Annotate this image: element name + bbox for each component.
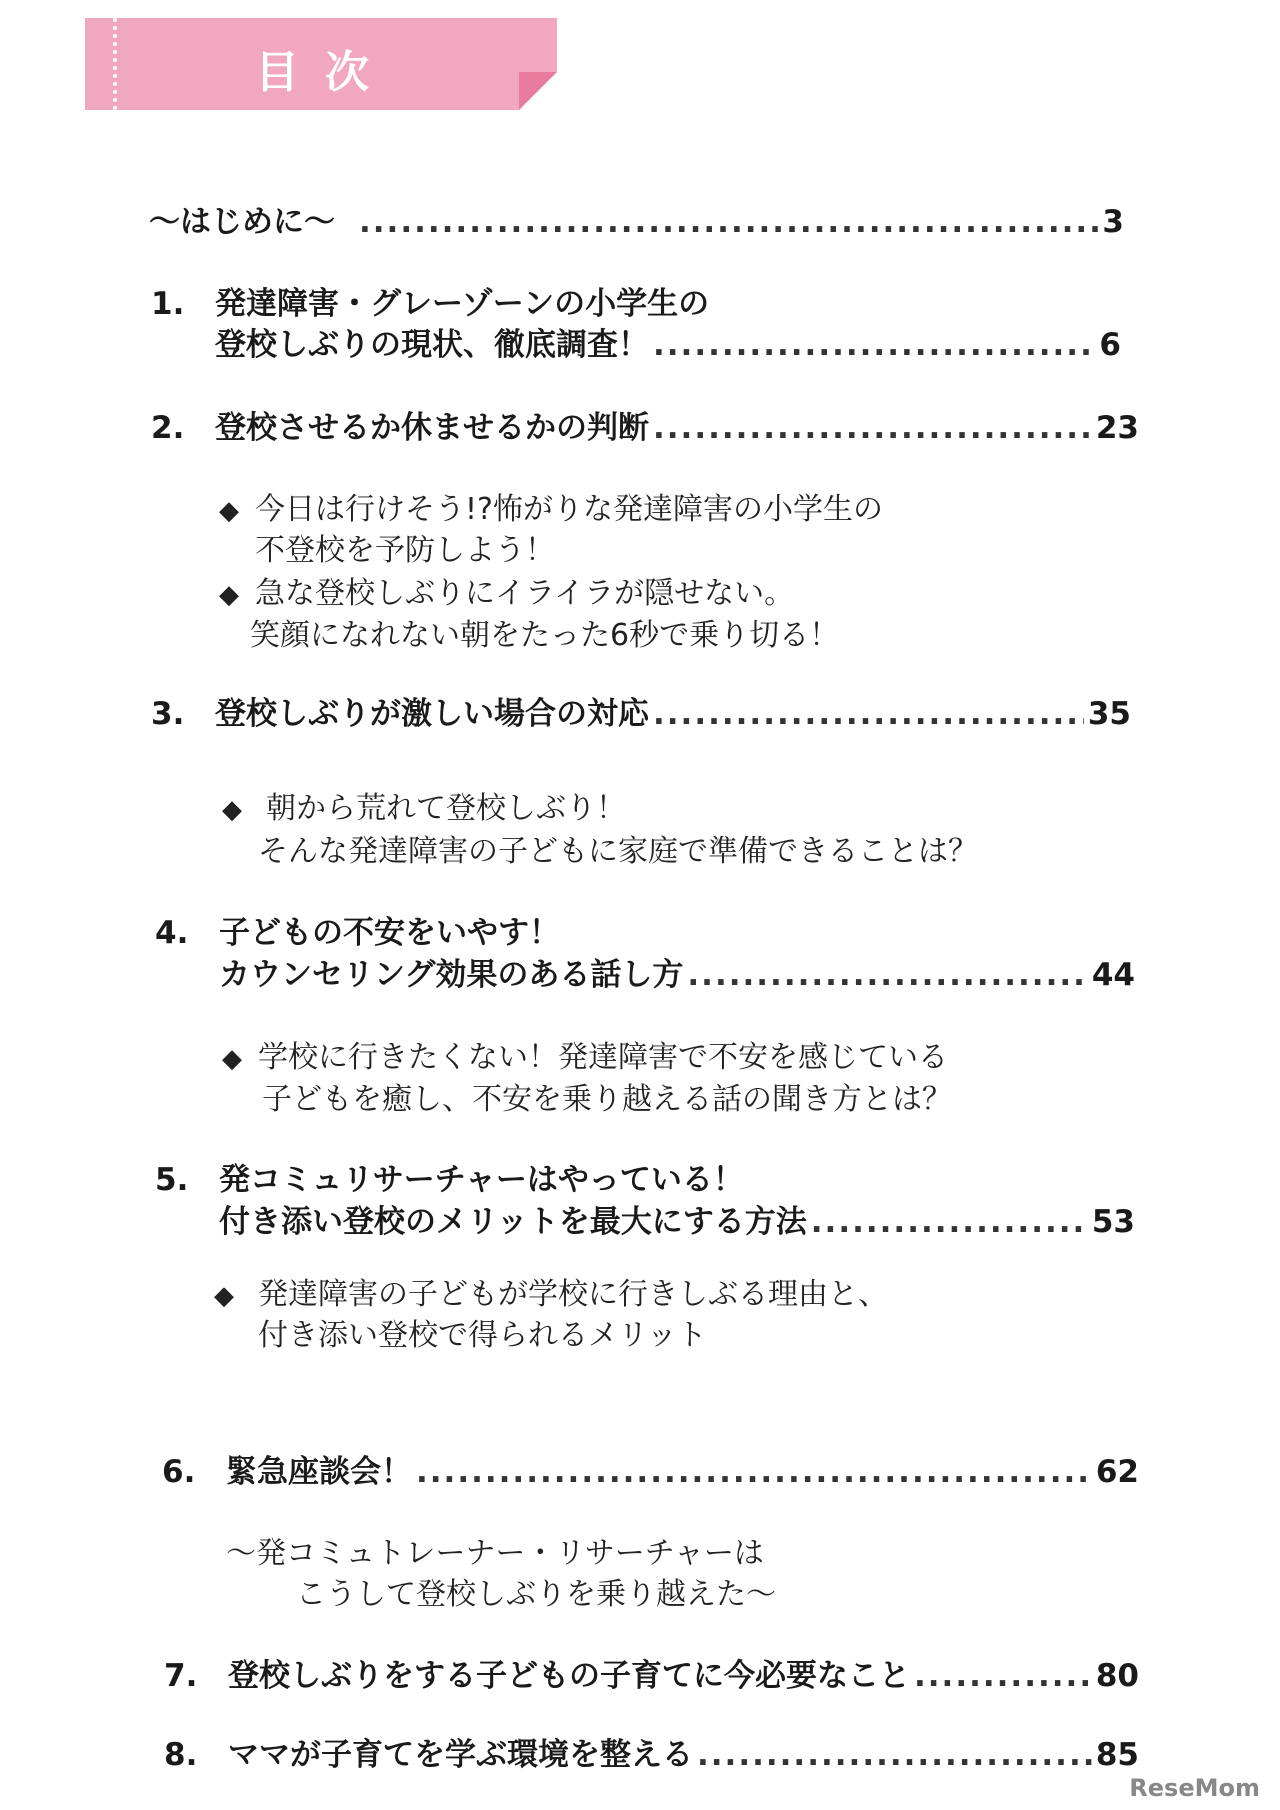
resemom-logo: ReseMom — [1129, 1774, 1260, 1802]
entry-title: 〜はじめに〜 — [149, 204, 335, 240]
entry-title: 発達障害・グレーゾーンの小学生の — [215, 286, 710, 322]
diamond-bullet-icon: ◆ — [219, 580, 239, 610]
page-number: 80 — [1095, 1658, 1139, 1694]
leader-dots — [914, 1658, 1092, 1694]
diamond-bullet-icon: ◆ — [214, 1281, 234, 1311]
toc-entry-4[interactable] — [155, 949, 1135, 994]
sub-text: 今日は行けそう!?怖がりな発達障害の小学生の — [255, 492, 883, 527]
leader-dots — [416, 1454, 1092, 1490]
folded-corner — [519, 72, 557, 110]
toc-entry-5[interactable] — [155, 1196, 1135, 1241]
entry-number: 5. — [155, 1162, 189, 1198]
entry-number: 6. — [162, 1454, 196, 1490]
toc-entry-intro[interactable] — [149, 196, 1124, 241]
sub-item-cont: 不登校を予防しよう！ — [255, 533, 555, 568]
page-number: 3 — [1102, 204, 1124, 240]
sub-item-cont: 付き添い登校で得られるメリット — [258, 1318, 707, 1353]
page-number: 23 — [1095, 410, 1139, 446]
page-number: 62 — [1095, 1454, 1139, 1490]
entry-number: 2. — [151, 410, 185, 446]
diamond-bullet-icon: ◆ — [219, 496, 239, 526]
sub-note-cont: こうして登校しぶりを乗り越えた〜 — [296, 1577, 776, 1612]
page-number: 35 — [1087, 696, 1131, 732]
toc-entry-2[interactable] — [151, 402, 1139, 447]
entry-title: 登校させるか休ませるかの判断 — [215, 410, 649, 446]
sub-item-cont: 笑顔になれない朝をたった6秒で乗り切る！ — [250, 618, 840, 653]
toc-entry-1[interactable] — [151, 319, 1121, 364]
leader-dots — [687, 957, 1087, 993]
toc-entry-7[interactable] — [164, 1650, 1139, 1695]
leader-dots — [359, 204, 1098, 240]
sub-text: 朝から荒れて登校しぶり！ — [266, 791, 626, 826]
entry-title: 登校しぶりが激しい場合の対応 — [215, 696, 649, 732]
leader-dots — [653, 327, 1095, 363]
page-number: 53 — [1091, 1204, 1135, 1240]
sub-item-cont: 子どもを癒し、不安を乗り越える話の聞き方とは？ — [262, 1082, 952, 1117]
entry-number: 1. — [151, 286, 185, 322]
diamond-bullet-icon: ◆ — [222, 1044, 242, 1074]
toc-entry-6[interactable] — [162, 1446, 1139, 1491]
sub-item — [219, 484, 883, 528]
entry-number: 7. — [164, 1658, 198, 1694]
entry-title: 付き添い登校のメリットを最大にする方法 — [219, 1204, 807, 1240]
toc-entry-4-line1[interactable] — [155, 907, 560, 952]
sub-text: 急な登校しぶりにイライラが隠せない。 — [255, 576, 795, 611]
sub-item — [219, 568, 794, 612]
leader-dots — [811, 1204, 1088, 1240]
toc-entry-8[interactable] — [164, 1729, 1139, 1774]
sub-item — [214, 1269, 888, 1313]
toc-entry-1-line1[interactable] — [151, 278, 709, 323]
entry-title: 登校しぶりをする子どもの子育てに今必要なこと — [228, 1658, 910, 1694]
entry-title: 緊急座談会！ — [226, 1454, 412, 1490]
page-number: 44 — [1091, 957, 1135, 993]
toc-entry-3[interactable] — [151, 688, 1131, 733]
leader-dots — [697, 1737, 1092, 1773]
page-title: 目次 — [255, 47, 395, 98]
toc-banner — [85, 18, 557, 110]
toc-entry-5-line1[interactable] — [155, 1154, 744, 1199]
sub-item-cont: そんな発達障害の子どもに家庭で準備できることは？ — [258, 834, 978, 869]
sub-item — [222, 783, 626, 827]
sub-item — [222, 1032, 948, 1076]
entry-number: 8. — [164, 1737, 198, 1773]
sub-note: 〜発コミュトレーナー・リサーチャーは — [226, 1536, 764, 1571]
entry-title: 発コミュリサーチャーはやっている！ — [219, 1162, 744, 1198]
leader-dots — [653, 696, 1084, 732]
entry-title: 子どもの不安をいやす！ — [219, 915, 560, 951]
dotted-line — [113, 18, 117, 110]
leader-dots — [653, 410, 1092, 446]
sub-text: 学校に行きたくない！発達障害で不安を感じている — [258, 1040, 948, 1075]
entry-title: 登校しぶりの現状、徹底調査！ — [215, 327, 649, 363]
entry-number: 4. — [155, 915, 189, 951]
page-number: 6 — [1099, 327, 1121, 363]
sub-text: 発達障害の子どもが学校に行きしぶる理由と、 — [258, 1277, 888, 1312]
diamond-bullet-icon: ◆ — [222, 795, 242, 825]
page-number: 85 — [1095, 1737, 1139, 1773]
entry-title: ママが子育てを学ぶ環境を整える — [228, 1737, 693, 1773]
entry-number: 3. — [151, 696, 185, 732]
entry-title: カウンセリング効果のある話し方 — [219, 957, 684, 993]
